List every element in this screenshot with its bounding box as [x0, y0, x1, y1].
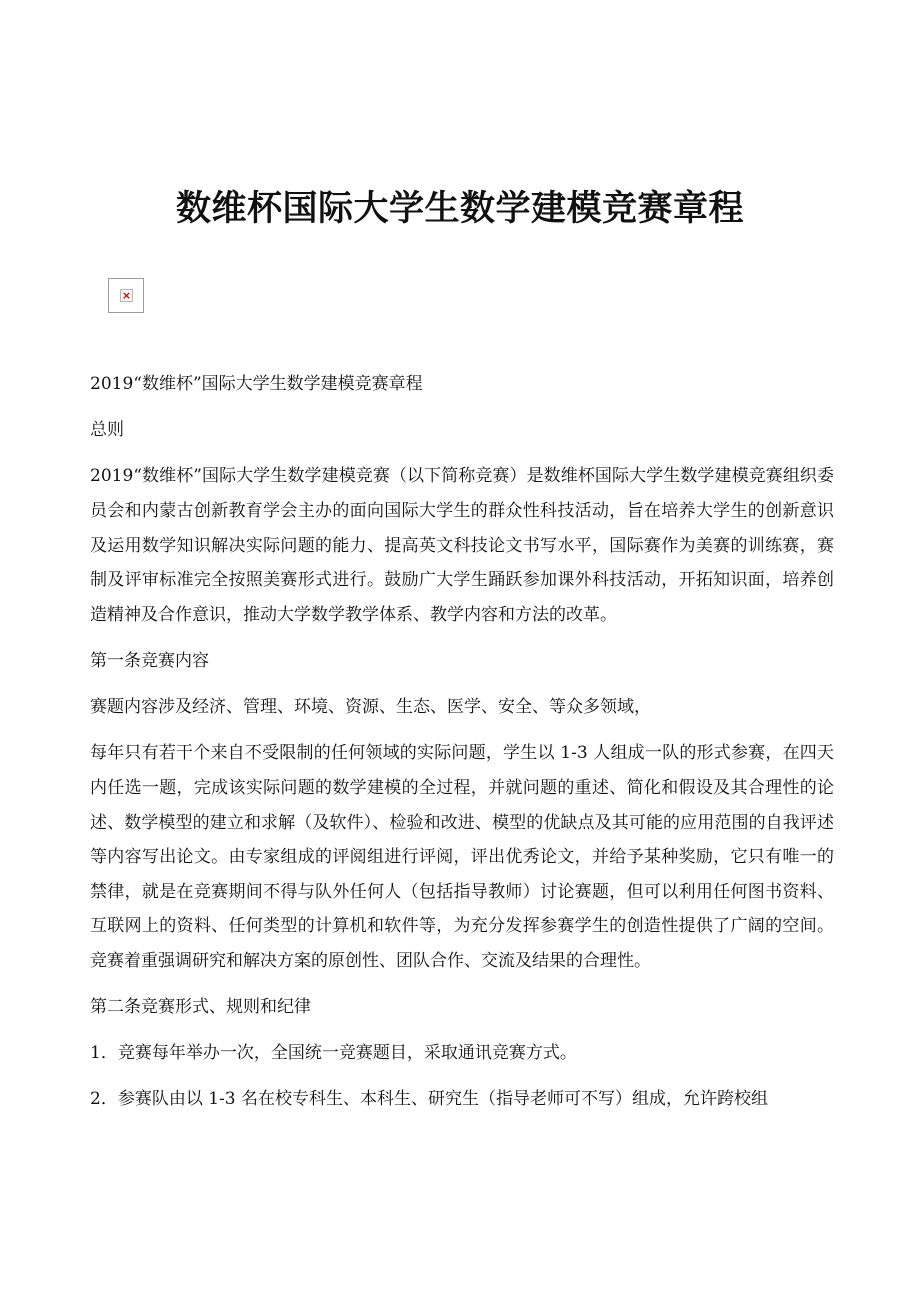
rule-item-1: 1．竞赛每年举办一次，全国统一竞赛题目，采取通讯竞赛方式。 [90, 1043, 577, 1064]
rule-item-2: 2．参赛队由以 1-3 名在校专科生、本科生、研究生（指导老师可不写）组成，允许跨校组 [90, 1089, 768, 1110]
section-heading-general: 总则 [90, 420, 124, 441]
general-paragraph: 2019“数维杯”国际大学生数学建模竞赛（以下简称竞赛）是数维杯国际大学生数学建模竞赛组织委员会和内蒙古创新教育学会主办的面向国际大学生的群众性科技活动，旨在培养大学生的创新意识及运用数学知识解决实际问题的能力、提高英文科技论文书写水平，国际赛作为美赛的训练赛，赛制及评审标准完全按照美赛形式进行。鼓励广大学生踊跃参加课外科技活动，开拓知识面，培养创造精神及合作意识，推动大学数学教学体系、教学内容和方法的改革。 [90, 466, 834, 625]
document-body [90, 367, 834, 1129]
broken-image-placeholder [108, 278, 144, 313]
section-heading-article-1: 第一条竞赛内容 [90, 650, 209, 671]
broken-image-icon: × [121, 289, 132, 302]
document-title: 数维杯国际大学生数学建模竞赛章程 [175, 189, 744, 229]
competition-content-paragraph: 每年只有若干个来自不受限制的任何领域的实际问题，学生以 1-3 人组成一队的形式参赛，在四天内任选一题，完成该实际问题的数学建模的全过程，并就问题的重述、简化和假设及其合理性的论述、数学模型的建立和求解（及软件）、检验和改进、模型的优缺点及其可能的应用范围的自我评述等内容写出论文。由专家组成的评阅组进行评阅，评出优秀论文，并给予某种奖励，它只有唯一的禁律，就是在竞赛期间不得与队外任何人（包括指导教师）讨论赛题，但可以利用任何图书资料、互联网上的资料、任何类型的计算机和软件等，为充分发挥参赛学生的创造性提供了广阔的空间。竞赛着重强调研究和解决方案的原创性、团队合作、交流及结果的合理性。 [90, 743, 834, 971]
section-heading-article-2: 第二条竞赛形式、规则和纪律 [90, 997, 311, 1018]
subtitle-paragraph: 2019“数维杯”国际大学生数学建模竞赛章程 [90, 374, 423, 394]
content-fields-paragraph: 赛题内容涉及经济、管理、环境、资源、生态、医学、安全、等众多领域， [90, 697, 651, 718]
